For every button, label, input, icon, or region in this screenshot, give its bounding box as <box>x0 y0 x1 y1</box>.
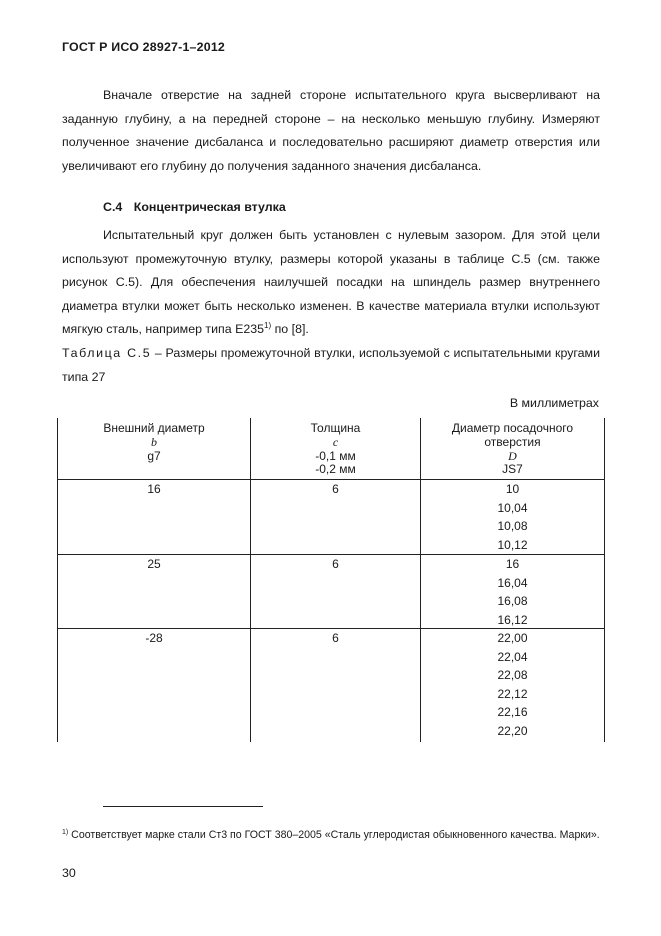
footnote-text: Соответствует марке стали Ст3 по ГОСТ 380–2005 «Сталь углеродистая обыкновенного качества. Марки». <box>68 829 600 841</box>
cell-bore: 10,12 <box>497 537 528 552</box>
cell-bore: 22,04 <box>497 649 528 664</box>
header-symbol: c <box>332 434 339 449</box>
table-caption-label: Таблица С.5 <box>62 346 152 360</box>
table-border-right <box>604 418 605 742</box>
cell-bore: 10,08 <box>497 519 528 533</box>
section-title: Концентрическая втулка <box>133 200 286 214</box>
page-number: 30 <box>62 866 76 880</box>
cell-thickness: 6 <box>332 631 339 645</box>
units-label: В миллиметрах <box>509 396 599 410</box>
cell-bore: 16,04 <box>497 575 528 590</box>
header-tolerance: JS7 <box>502 462 523 477</box>
table-border-left <box>57 418 58 742</box>
cell-outer: -28 <box>145 631 163 645</box>
header-text: отверстия <box>484 434 541 449</box>
table-caption-text: – Размеры промежуточной втулки, используемой с испытательными кругами типа 27 <box>62 346 600 384</box>
cell-bore: 22,12 <box>497 686 528 701</box>
cell-bore: 22,08 <box>497 668 528 682</box>
header-text: Внешний диаметр <box>103 421 205 435</box>
header-bore-diameter <box>421 422 604 477</box>
footnote <box>62 828 600 843</box>
paragraph-drilling: Вначале отверстие на задней стороне испытательного круга высверливают на заданную глубину, а на передней стороне – на несколько меньшую глубину. Измеряют полученное значение дисбаланса и последовательно расширяют диаметр отверстия или увеличивают его глубину до получения заданного значения дисбаланса. <box>62 88 600 173</box>
paragraph-bushing-tail: по [8]. <box>271 322 309 337</box>
cell-bore: 22,00 <box>497 631 528 645</box>
cell-bore: 10 <box>505 482 520 496</box>
footnote-ref: 1) <box>264 321 272 331</box>
header-tolerance: -0,2 мм <box>315 462 356 477</box>
cell-bore: 22,16 <box>497 705 528 719</box>
header-tolerance: -0,1 мм <box>315 448 356 463</box>
cell-outer: 16 <box>147 482 161 496</box>
header-thickness <box>251 422 420 477</box>
header-text: Диаметр посадочного <box>451 421 574 435</box>
cell-bore: 16,12 <box>497 612 528 627</box>
paragraph-bushing-text: Испытательный круг должен быть установлен с нулевым зазором. Для этой цели используют промежуточную втулку, размеры которой указаны в таблице С.5 (см. также рисунок С.5). Для обеспечения наилучшей посадки на шпиндель размер внутреннего диаметра втулки может быть несколько изменен. В качестве материала втулки используют мягкую сталь, например типа Е235 <box>62 228 600 337</box>
header-symbol: D <box>508 448 517 463</box>
cell-bore: 22,20 <box>497 723 528 738</box>
section-heading <box>103 200 286 214</box>
cell-thickness: 6 <box>332 482 339 496</box>
header-outer-diameter <box>58 422 250 463</box>
cell-bore: 16,08 <box>497 594 528 608</box>
table-caption <box>62 342 600 389</box>
header-tolerance: g7 <box>147 448 161 463</box>
paragraph-bushing <box>62 224 600 342</box>
section-number: С.4 <box>103 200 123 214</box>
cell-thickness: 6 <box>332 557 339 571</box>
footnote-separator <box>103 806 263 807</box>
footnote-marker: 1) <box>62 829 69 836</box>
dimensions-table <box>57 418 605 742</box>
header-text: Толщина <box>310 421 361 435</box>
header-symbol: b <box>151 434 157 449</box>
cell-outer: 25 <box>147 557 161 571</box>
document-header: ГОСТ Р ИСО 28927-1–2012 <box>62 40 226 54</box>
cell-bore: 16 <box>505 557 520 571</box>
cell-bore: 10,04 <box>497 500 528 515</box>
